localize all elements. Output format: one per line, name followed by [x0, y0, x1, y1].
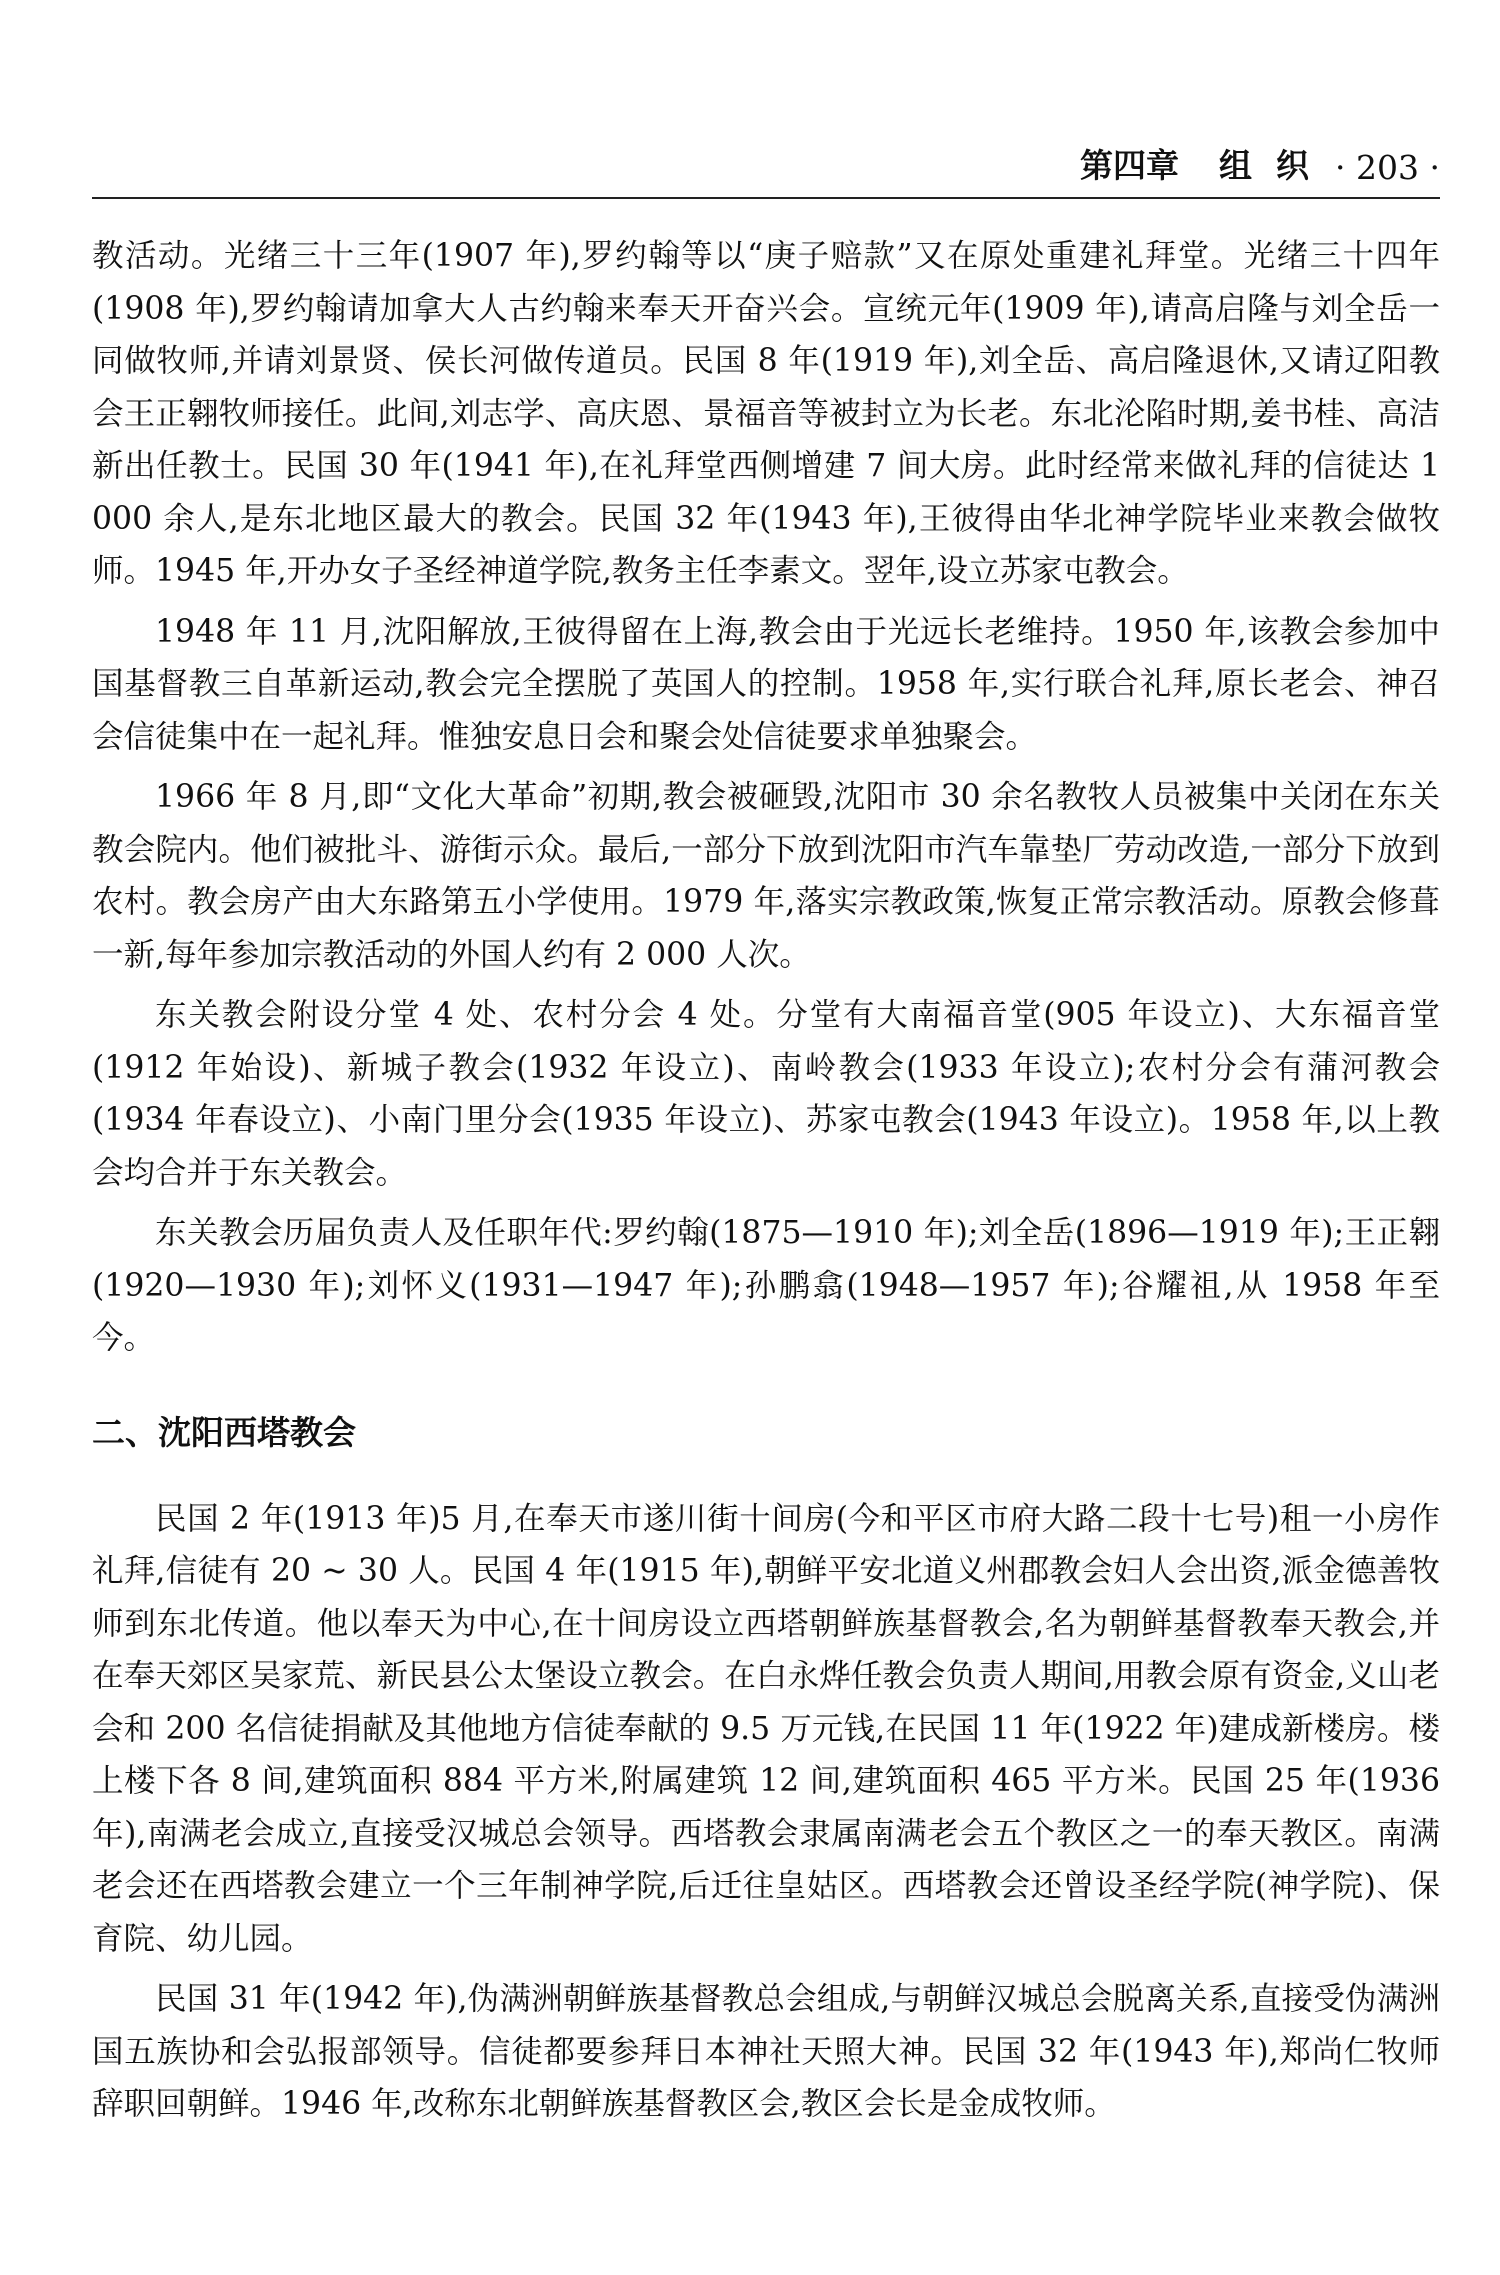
- paragraph: 教活动。光绪三十三年(1907 年),罗约翰等以“庚子赔款”又在原处重建礼拜堂。光绪三十四年(1908 年),罗约翰请加拿大人古约翰来奉天开奋兴会。宣统元年(1909 年),请高启隆与刘全岳一同做牧师,并请刘景贤、侯长河做传道员。民国 8 年(1919 年),刘全岳、高启隆退休,又请辽阳教会王正翱牧师接任。此间,刘志学、高庆恩、景福音等被封立为长老。东北沦陷时期,姜书桂、高洁新出任教士。民国 30 年(1941 年),在礼拜堂西侧增建 7 间大房。此时经常来做礼拜的信徒达 1 000 余人,是东北地区最大的教会。民国 32 年(1943 年),王彼得由华北神学院毕业来教会做牧师。1945 年,开办女子圣经神道学院,教务主任李素文。翌年,设立苏家屯教会。: [92, 238, 1440, 589]
- paragraph: 1966 年 8 月,即“文化大革命”初期,教会被砸毁,沈阳市 30 余名教牧人员被集中关闭在东关教会院内。他们被批斗、游街示众。最后,一部分下放到沈阳市汽车靠垫厂劳动改造,一部分下放到农村。教会房产由大东路第五小学使用。1979 年,落实宗教政策,恢复正常宗教活动。原教会修葺一新,每年参加宗教活动的外国人约有 2 000 人次。: [92, 779, 1440, 973]
- chapter-title-part-2: 织: [1276, 146, 1310, 185]
- paragraph: 民国 2 年(1913 年)5 月,在奉天市遂川街十间房(今和平区市府大路二段十七号)租一小房作礼拜,信徒有 20 ~ 30 人。民国 4 年(1915 年),朝鲜平安北道义州郡教会妇人会出资,派金德善牧师到东北传道。他以奉天为中心,在十间房设立西塔朝鲜族基督教会,名为朝鲜基督教奉天教会,并在奉天郊区吴家荒、新民县公太堡设立教会。在白永烨任教会负责人期间,用教会原有资金,义山老会和 200 名信徒捐献及其他地方信徒奉献的 9.5 万元钱,在民国 11 年(1922 年)建成新楼房。楼上楼下各 8 间,建筑面积 884 平方米,附属建筑 12 间,建筑面积 465 平方米。民国 25 年(1936 年),南满老会成立,直接受汉城总会领导。西塔教会隶属南满老会五个教区之一的奉天教区。南满老会还在西塔教会建立一个三年制神学院,后迁往皇姑区。西塔教会还曾设圣经学院(神学院)、保育院、幼儿园。: [92, 1500, 1440, 1957]
- running-header: [92, 145, 1440, 199]
- chapter-title-part-1: 组: [1219, 146, 1253, 185]
- section-heading: 二、沈阳西塔教会: [92, 1412, 356, 1452]
- paragraph: 东关教会附设分堂 4 处、农村分会 4 处。分堂有大南福音堂(905 年设立)、大东福音堂(1912 年始设)、新城子教会(1932 年设立)、南岭教会(1933 年设立);农村分会有蒲河教会(1934 年春设立)、小南门里分会(1935 年设立)、苏家屯教会(1943 年设立)。1958 年,以上教会均合并于东关教会。: [92, 997, 1440, 1191]
- paragraph: 民国 31 年(1942 年),伪满洲朝鲜族基督教总会组成,与朝鲜汉城总会脱离关系,直接受伪满洲国五族协和会弘报部领导。信徒都要参拜日本神社天照大神。民国 32 年(1943 年),郑尚仁牧师辞职回朝鲜。1946 年,改称东北朝鲜族基督教区会,教区会长是金成牧师。: [92, 1981, 1440, 2122]
- chapter-label: 第四章: [1080, 146, 1180, 185]
- paragraph: 1948 年 11 月,沈阳解放,王彼得留在上海,教会由于光远长老维持。1950 年,该教会参加中国基督教三自革新运动,教会完全摆脱了英国人的控制。1958 年,实行联合礼拜,原长老会、神召会信徒集中在一起礼拜。惟独安息日会和聚会处信徒要求单独聚会。: [92, 613, 1440, 755]
- page-number: · 203 ·: [1335, 148, 1440, 187]
- body-text: [92, 230, 1440, 2139]
- paragraph: 东关教会历届负责人及任职年代:罗约翰(1875—1910 年);刘全岳(1896—1919 年);王正翱(1920—1930 年);刘怀义(1931—1947 年);孙鹏翕(1948—1957 年);谷耀祖,从 1958 年至今。: [92, 1215, 1440, 1356]
